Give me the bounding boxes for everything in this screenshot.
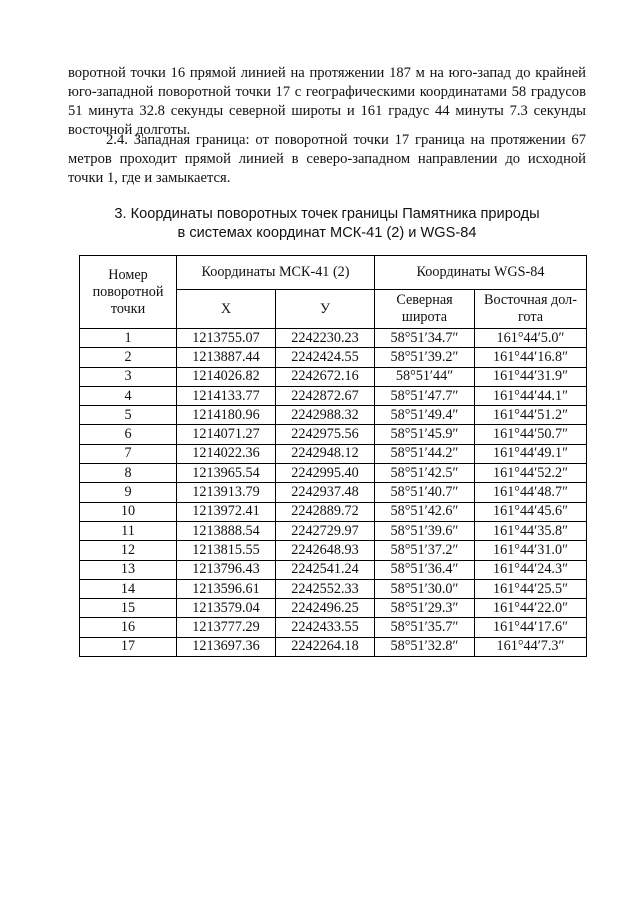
cell-x: 1213913.79 — [177, 483, 276, 502]
cell-latitude: 58°51′45.9″ — [375, 425, 475, 444]
cell-point-number: 13 — [80, 560, 177, 579]
cell-point-number: 10 — [80, 502, 177, 521]
cell-y: 2242988.32 — [276, 406, 375, 425]
cell-x: 1213777.29 — [177, 618, 276, 637]
cell-y: 2242729.97 — [276, 521, 375, 540]
cell-y: 2242552.33 — [276, 579, 375, 598]
cell-point-number: 9 — [80, 483, 177, 502]
cell-latitude: 58°51′34.7″ — [375, 329, 475, 348]
cell-y: 2242975.56 — [276, 425, 375, 444]
table-row — [80, 521, 587, 540]
table-row — [80, 329, 587, 348]
cell-y: 2242872.67 — [276, 386, 375, 405]
cell-x: 1213596.61 — [177, 579, 276, 598]
cell-latitude: 58°51′42.5″ — [375, 464, 475, 483]
cell-longitude: 161°44′50.7″ — [475, 425, 587, 444]
table-row — [80, 386, 587, 405]
cell-x: 1213579.04 — [177, 599, 276, 618]
header-x: X — [177, 290, 276, 329]
cell-y: 2242995.40 — [276, 464, 375, 483]
cell-longitude: 161°44′5.0″ — [475, 329, 587, 348]
section-title-line-1: 3. Координаты поворотных точек границы Памятника природы — [114, 206, 540, 222]
cell-point-number: 5 — [80, 406, 177, 425]
table-row — [80, 599, 587, 618]
table-row — [80, 560, 587, 579]
cell-longitude: 161°44′16.8″ — [475, 348, 587, 367]
cell-point-number: 6 — [80, 425, 177, 444]
table-row — [80, 541, 587, 560]
cell-point-number: 2 — [80, 348, 177, 367]
header-point-number: Номер поворотной точки — [80, 256, 177, 329]
table-row — [80, 618, 587, 637]
cell-point-number: 14 — [80, 579, 177, 598]
cell-y: 2242948.12 — [276, 444, 375, 463]
cell-latitude: 58°51′35.7″ — [375, 618, 475, 637]
table-row — [80, 348, 587, 367]
cell-longitude: 161°44′25.5″ — [475, 579, 587, 598]
cell-longitude: 161°44′24.3″ — [475, 560, 587, 579]
cell-y: 2242424.55 — [276, 348, 375, 367]
cell-y: 2242648.93 — [276, 541, 375, 560]
cell-y: 2242433.55 — [276, 618, 375, 637]
paragraph-east-boundary-end: воротной точки 16 прямой линией на протяжении 187 м на юго-запад до крайней юго-западной поворотной точки 17 с географическими координатами 58 градусов 51 минута 32.8 секунды северной широты и 161 градус 44 минуты 7.3 секунды восточной долготы. — [68, 65, 586, 138]
cell-longitude: 161°44′49.1″ — [475, 444, 587, 463]
cell-x: 1213755.07 — [177, 329, 276, 348]
cell-x: 1213796.43 — [177, 560, 276, 579]
cell-point-number: 8 — [80, 464, 177, 483]
cell-latitude: 58°51′37.2″ — [375, 541, 475, 560]
cell-x: 1213697.36 — [177, 637, 276, 656]
paragraph-west-boundary: 2.4. Западная граница: от поворотной точки 17 граница на протяжении 67 метров проходит прямой линией в северо-западном направлении до исходной точки 1, где и замыкается. — [68, 132, 586, 186]
cell-point-number: 4 — [80, 386, 177, 405]
table-row — [80, 444, 587, 463]
table-row — [80, 579, 587, 598]
cell-y: 2242264.18 — [276, 637, 375, 656]
table-row — [80, 483, 587, 502]
cell-longitude: 161°44′35.8″ — [475, 521, 587, 540]
cell-longitude: 161°44′44.1″ — [475, 386, 587, 405]
cell-point-number: 7 — [80, 444, 177, 463]
cell-longitude: 161°44′22.0″ — [475, 599, 587, 618]
cell-y: 2242230.23 — [276, 329, 375, 348]
cell-latitude: 58°51′44.2″ — [375, 444, 475, 463]
cell-y: 2242541.24 — [276, 560, 375, 579]
table-row — [80, 367, 587, 386]
cell-x: 1214180.96 — [177, 406, 276, 425]
cell-x: 1214026.82 — [177, 367, 276, 386]
cell-longitude: 161°44′31.0″ — [475, 541, 587, 560]
cell-longitude: 161°44′52.2″ — [475, 464, 587, 483]
cell-longitude: 161°44′7.3″ — [475, 637, 587, 656]
table-row — [80, 637, 587, 656]
cell-longitude: 161°44′17.6″ — [475, 618, 587, 637]
cell-y: 2242889.72 — [276, 502, 375, 521]
cell-point-number: 11 — [80, 521, 177, 540]
cell-x: 1213972.41 — [177, 502, 276, 521]
cell-latitude: 58°51′42.6″ — [375, 502, 475, 521]
cell-x: 1213815.55 — [177, 541, 276, 560]
cell-latitude: 58°51′39.6″ — [375, 521, 475, 540]
coordinates-table — [79, 255, 587, 657]
cell-latitude: 58°51′39.2″ — [375, 348, 475, 367]
cell-point-number: 15 — [80, 599, 177, 618]
cell-latitude: 58°51′40.7″ — [375, 483, 475, 502]
header-y: У — [276, 290, 375, 329]
cell-x: 1213887.44 — [177, 348, 276, 367]
cell-point-number: 3 — [80, 367, 177, 386]
table-row — [80, 406, 587, 425]
cell-longitude: 161°44′51.2″ — [475, 406, 587, 425]
cell-point-number: 17 — [80, 637, 177, 656]
header-latitude: Северная широта — [375, 290, 475, 329]
table-row — [80, 425, 587, 444]
header-wgs84: Координаты WGS-84 — [375, 256, 587, 290]
cell-point-number: 1 — [80, 329, 177, 348]
header-msk41: Координаты МСК-41 (2) — [177, 256, 375, 290]
cell-latitude: 58°51′44″ — [375, 367, 475, 386]
cell-latitude: 58°51′36.4″ — [375, 560, 475, 579]
cell-x: 1214133.77 — [177, 386, 276, 405]
cell-point-number: 12 — [80, 541, 177, 560]
cell-x: 1214071.27 — [177, 425, 276, 444]
section-title-line-2: в системах координат МСК-41 (2) и WGS-84 — [177, 225, 477, 241]
cell-y: 2242937.48 — [276, 483, 375, 502]
cell-longitude: 161°44′45.6″ — [475, 502, 587, 521]
table-row — [80, 464, 587, 483]
cell-latitude: 58°51′47.7″ — [375, 386, 475, 405]
cell-latitude: 58°51′49.4″ — [375, 406, 475, 425]
cell-y: 2242672.16 — [276, 367, 375, 386]
cell-latitude: 58°51′29.3″ — [375, 599, 475, 618]
cell-longitude: 161°44′48.7″ — [475, 483, 587, 502]
cell-latitude: 58°51′30.0″ — [375, 579, 475, 598]
table-row — [80, 502, 587, 521]
cell-y: 2242496.25 — [276, 599, 375, 618]
cell-x: 1213888.54 — [177, 521, 276, 540]
header-longitude: Восточная дол-гота — [475, 290, 587, 329]
cell-x: 1214022.36 — [177, 444, 276, 463]
cell-x: 1213965.54 — [177, 464, 276, 483]
cell-latitude: 58°51′32.8″ — [375, 637, 475, 656]
cell-longitude: 161°44′31.9″ — [475, 367, 587, 386]
cell-point-number: 16 — [80, 618, 177, 637]
